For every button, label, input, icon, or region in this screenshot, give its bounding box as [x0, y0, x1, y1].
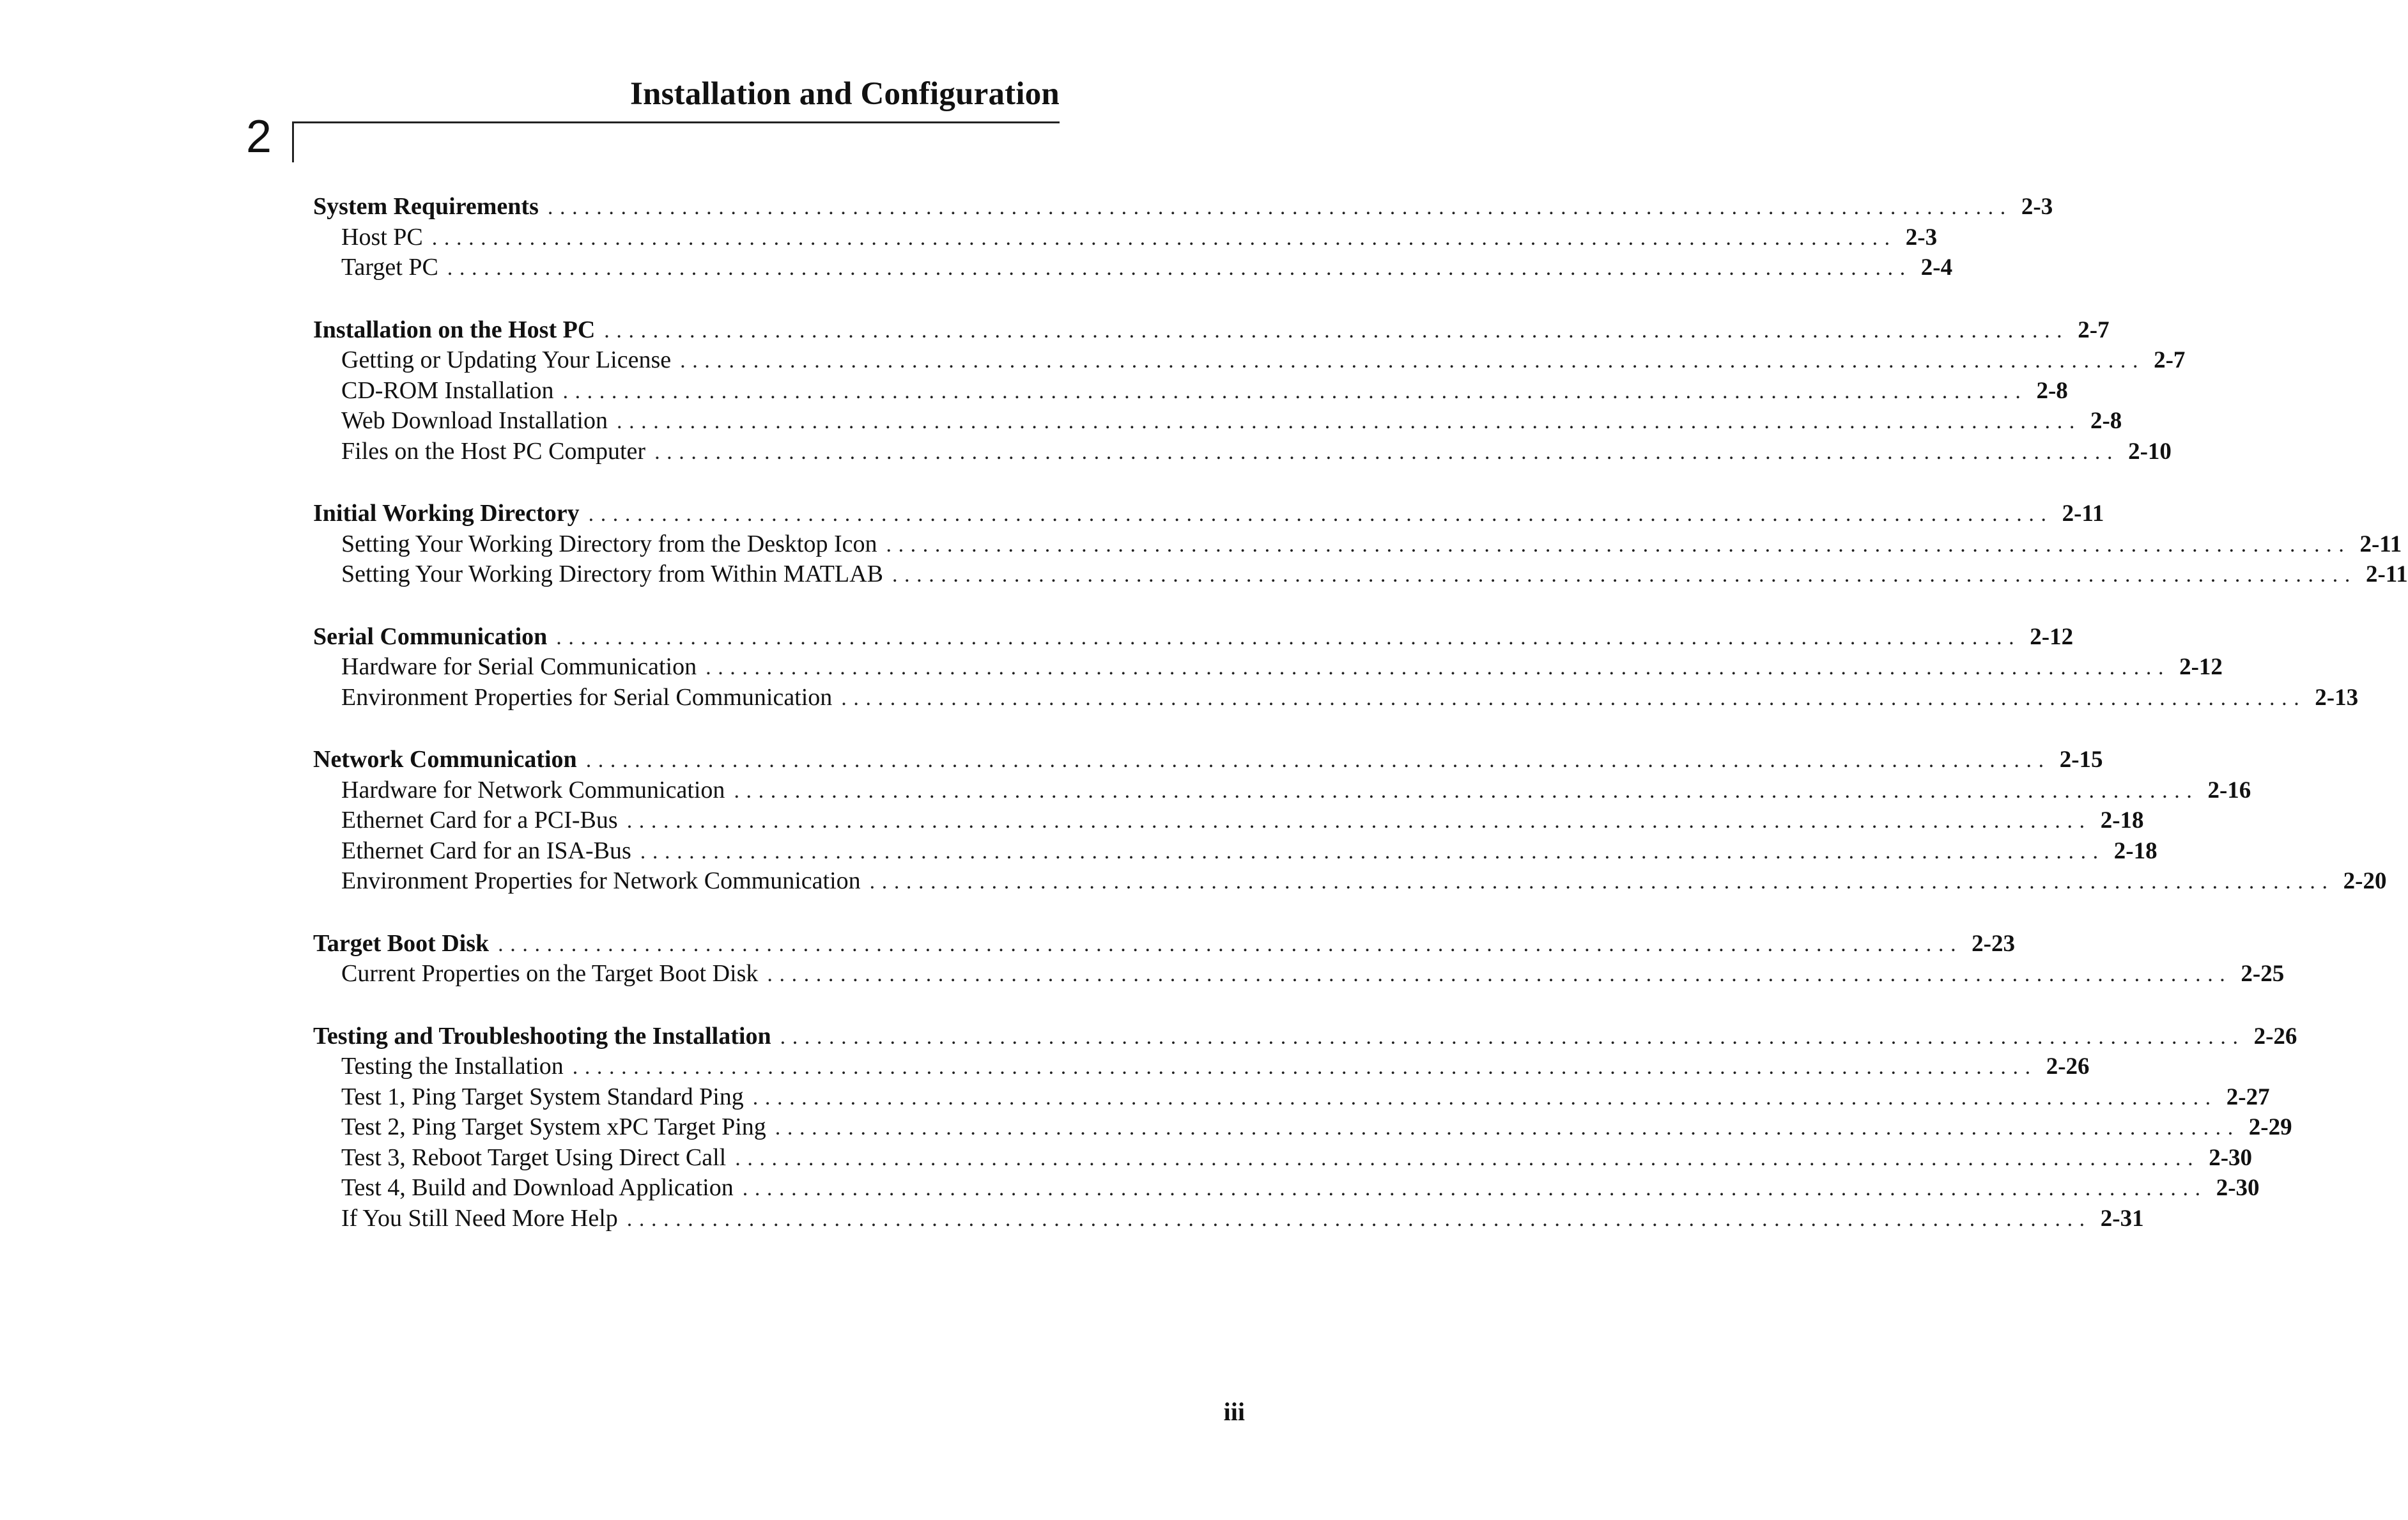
page-reference: 2-27 [2226, 1083, 2270, 1110]
toc-subentry-text: Web Download Installation [341, 407, 608, 434]
toc-subentry-text: Test 2, Ping Target System xPC Target Ping [341, 1113, 766, 1140]
toc-heading-entry[interactable] [313, 499, 2104, 529]
toc-subentry[interactable] [313, 775, 2251, 806]
toc-subentry-text: Hardware for Network Communication [341, 776, 725, 803]
page-reference: 2-8 [2090, 408, 2122, 434]
toc-subentry-text: Target PC [341, 254, 438, 281]
page-reference: 2-13 [2315, 684, 2359, 711]
toc-subentry[interactable] [313, 866, 2387, 897]
page-reference: 2-4 [1920, 254, 1953, 281]
dot-leader: ........................................................................................................................ [735, 1146, 2200, 1170]
toc-heading-entry[interactable] [313, 1021, 2297, 1052]
dot-leader: ........................................................................................................................ [869, 870, 2335, 894]
dot-leader: ........................................................................................................................ [562, 379, 2028, 403]
dot-leader: ........................................................................................................................ [841, 686, 2306, 710]
toc-subentry-text: Host PC [341, 223, 423, 251]
toc-heading-entry[interactable] [313, 192, 2053, 222]
toc-subentry-text: Test 4, Build and Download Application [341, 1174, 734, 1201]
dot-leader: ........................................................................................................................ [742, 1177, 2207, 1200]
dot-leader: ........................................................................................................................ [680, 349, 2145, 373]
toc-subentry-text: Ethernet Card for a PCI-Bus [341, 807, 618, 834]
dot-leader: ........................................................................................................................ [604, 318, 2069, 343]
dot-leader: ........................................................................................................................ [572, 1055, 2037, 1079]
page-reference: 2-26 [2253, 1023, 2297, 1050]
toc-subentry-text: If You Still Need More Help [341, 1204, 618, 1232]
toc-subentry-text: CD-ROM Installation [341, 376, 554, 404]
chapter-rule [292, 121, 1060, 123]
toc-subentry[interactable] [313, 959, 2285, 989]
toc-subentry[interactable] [313, 1143, 2253, 1174]
toc-section [313, 1021, 2297, 1234]
dot-leader: ........................................................................................................................ [588, 502, 2053, 526]
table-of-contents [313, 192, 2408, 1266]
page-reference: 2-8 [2036, 377, 2068, 404]
toc-section [313, 499, 2408, 590]
page-reference: 2-12 [2179, 654, 2223, 680]
toc-section [313, 622, 2359, 713]
toc-heading-text: Serial Communication [313, 623, 548, 650]
toc-subentry-text: Hardware for Serial Communication [341, 653, 697, 680]
page-reference: 2-11 [2365, 561, 2408, 587]
toc-subentry[interactable] [313, 1112, 2292, 1143]
dot-leader: ........................................................................................................................ [891, 563, 2357, 587]
chapter-title: Installation and Configuration [630, 76, 1060, 112]
toc-subentry-text: Test 3, Reboot Target Using Direct Call [341, 1144, 727, 1171]
page-reference: 2-11 [2359, 531, 2402, 557]
dot-leader: ........................................................................................................................ [626, 1207, 2092, 1231]
toc-heading-text: Target Boot Disk [313, 929, 490, 957]
toc-subentry-text: Setting Your Working Directory from the Desktop Icon [341, 530, 877, 557]
toc-section [313, 745, 2387, 897]
page-reference: 2-30 [2216, 1175, 2260, 1201]
toc-heading-entry[interactable] [313, 745, 2103, 775]
toc-section [313, 315, 2186, 467]
chapter-rule-tick [292, 121, 294, 162]
page-reference: 2-7 [2154, 347, 2186, 373]
dot-leader: ........................................................................................................................ [767, 963, 2232, 986]
dot-leader: ........................................................................................................................ [752, 1085, 2218, 1110]
toc-heading-entry[interactable] [313, 315, 2110, 346]
toc-heading-text: Initial Working Directory [313, 500, 580, 527]
dot-leader: ........................................................................................................................ [626, 809, 2092, 833]
page-reference: 2-3 [2021, 194, 2053, 220]
toc-heading-text: Installation on the Host PC [313, 316, 596, 343]
toc-subentry[interactable] [313, 376, 2068, 407]
toc-section [313, 929, 2285, 989]
toc-subentry[interactable] [313, 683, 2359, 713]
page-reference: 2-18 [2113, 837, 2157, 864]
page-reference: 2-7 [2078, 316, 2110, 343]
toc-heading-entry[interactable] [313, 622, 2074, 653]
page-reference: 2-11 [2062, 500, 2104, 527]
toc-subentry-text: Test 1, Ping Target System Standard Ping [341, 1083, 744, 1110]
dot-leader: ........................................................................................................................ [706, 656, 2171, 679]
dot-leader: ........................................................................................................................ [447, 256, 1912, 280]
toc-subentry[interactable] [313, 1082, 2270, 1113]
dot-leader: ........................................................................................................................ [780, 1025, 2245, 1049]
dot-leader: ........................................................................................................................ [547, 196, 2012, 219]
page-reference: 2-20 [2343, 868, 2387, 894]
page-reference: 2-10 [2128, 438, 2172, 465]
page-reference: 2-23 [1972, 930, 2015, 957]
dot-leader: ........................................................................................................................ [654, 440, 2120, 464]
toc-subentry[interactable] [313, 437, 2172, 467]
page-reference: 2-16 [2207, 777, 2251, 803]
page-folio: iii [1223, 1397, 1245, 1426]
dot-leader: ........................................................................................................................ [734, 779, 2199, 803]
toc-subentry[interactable] [313, 1204, 2144, 1234]
toc-heading-text: Testing and Troubleshooting the Installation [313, 1022, 771, 1050]
page-reference: 2-29 [2248, 1114, 2292, 1140]
dot-leader: ........................................................................................................................ [431, 226, 1897, 250]
toc-subentry-text: Current Properties on the Target Boot Disk [341, 960, 759, 987]
toc-subentry[interactable] [313, 805, 2144, 836]
toc-subentry[interactable] [313, 652, 2223, 683]
dot-leader: ........................................................................................................................ [585, 748, 2051, 772]
toc-subentry[interactable] [313, 1173, 2260, 1204]
toc-subentry[interactable] [313, 406, 2122, 437]
page-reference: 2-31 [2100, 1205, 2144, 1232]
dot-leader: ........................................................................................................................ [640, 839, 2105, 864]
toc-subentry-text: Ethernet Card for an ISA-Bus [341, 837, 631, 864]
toc-subentry-text: Testing the Installation [341, 1053, 564, 1080]
chapter-number: 2 [246, 111, 272, 162]
toc-subentry[interactable] [313, 345, 2186, 376]
toc-subentry-text: Environment Properties for Serial Communication [341, 683, 833, 711]
toc-subentry-text: Getting or Updating Your License [341, 346, 672, 373]
toc-subentry-text: Environment Properties for Network Communication [341, 867, 861, 894]
page-reference: 2-30 [2209, 1144, 2253, 1171]
toc-subentry[interactable] [313, 222, 1938, 253]
toc-subentry-text: Files on the Host PC Computer [341, 437, 646, 465]
page-reference: 2-12 [2030, 623, 2074, 650]
toc-subentry-text: Setting Your Working Directory from Within MATLAB [341, 561, 883, 587]
dot-leader: ........................................................................................................................ [886, 532, 2351, 557]
toc-heading-text: Network Communication [313, 746, 577, 773]
page-reference: 2-15 [2059, 747, 2103, 773]
dot-leader: ........................................................................................................................ [556, 625, 2021, 649]
toc-subentry[interactable] [313, 252, 1953, 283]
toc-section [313, 192, 2053, 283]
page-reference: 2-25 [2241, 961, 2285, 987]
dot-leader: ........................................................................................................................ [616, 410, 2081, 433]
dot-leader: ........................................................................................................................ [775, 1116, 2240, 1140]
toc-subentry[interactable] [313, 836, 2157, 867]
toc-subentry[interactable] [313, 559, 2408, 590]
toc-subentry[interactable] [313, 1051, 2090, 1082]
page-reference: 2-3 [1905, 224, 1938, 251]
toc-subentry[interactable] [313, 529, 2402, 560]
page-reference: 2-18 [2100, 807, 2144, 834]
page-reference: 2-26 [2046, 1053, 2090, 1080]
toc-heading-text: System Requirements [313, 193, 539, 220]
dot-leader: ........................................................................................................................ [498, 932, 1963, 956]
toc-heading-entry[interactable] [313, 929, 2015, 959]
